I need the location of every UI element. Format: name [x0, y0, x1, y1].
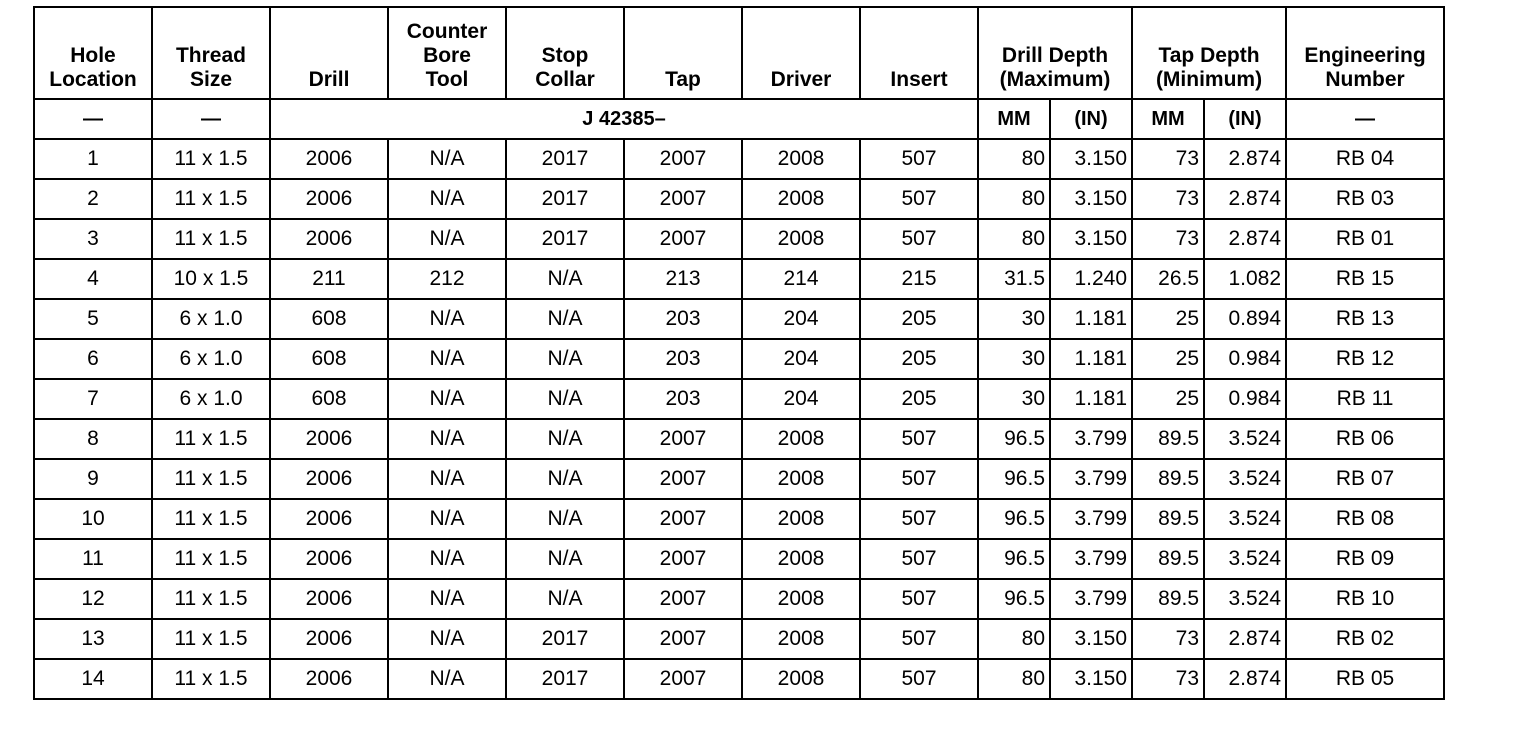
cell-thread-size: 11 x 1.5: [152, 139, 270, 179]
cell-tap-depth-mm: 73: [1132, 179, 1204, 219]
header-line: Hole: [70, 44, 116, 67]
cell-drill-depth-in: 3.799: [1050, 459, 1132, 499]
cell-drill-depth-mm: 96.5: [978, 419, 1050, 459]
header-line: Number: [1325, 68, 1405, 91]
cell-engineering-number: RB 09: [1286, 539, 1444, 579]
cell-drill: 608: [270, 339, 388, 379]
cell-driver: 2008: [742, 179, 860, 219]
cell-driver: 2008: [742, 659, 860, 699]
cell-drill-depth-in: 3.799: [1050, 419, 1132, 459]
cell-tap-depth-in: 3.524: [1204, 419, 1286, 459]
cell-stop-collar: N/A: [506, 499, 624, 539]
subheader-drill-depth-mm: MM: [978, 99, 1050, 139]
cell-engineering-number: RB 01: [1286, 219, 1444, 259]
cell-tap-depth-in: 3.524: [1204, 579, 1286, 619]
cell-insert: 205: [860, 379, 978, 419]
header-line: Bore: [423, 44, 471, 67]
cell-drill: 2006: [270, 179, 388, 219]
cell-insert: 507: [860, 499, 978, 539]
header-line: Tool: [425, 68, 469, 91]
cell-drill-depth-mm: 80: [978, 139, 1050, 179]
cell-tap-depth-in: 0.984: [1204, 339, 1286, 379]
table-row: [34, 539, 1444, 579]
cell-tap-depth-in: 2.874: [1204, 619, 1286, 659]
header-line: Tap Depth: [1158, 44, 1260, 67]
cell-tap-depth-mm: 26.5: [1132, 259, 1204, 299]
header-counter-bore-tool: [388, 7, 506, 99]
cell-engineering-number: RB 15: [1286, 259, 1444, 299]
header-line: Drill: [308, 68, 350, 91]
cell-drill: 2006: [270, 539, 388, 579]
cell-hole-location: 8: [34, 419, 152, 459]
cell-driver: 204: [742, 299, 860, 339]
cell-stop-collar: 2017: [506, 619, 624, 659]
table-row: [34, 499, 1444, 539]
cell-tap: 2007: [624, 139, 742, 179]
cell-driver: 2008: [742, 459, 860, 499]
cell-engineering-number: RB 13: [1286, 299, 1444, 339]
cell-thread-size: 11 x 1.5: [152, 419, 270, 459]
cell-hole-location: 5: [34, 299, 152, 339]
cell-engineering-number: RB 05: [1286, 659, 1444, 699]
table-subheader-row: [34, 99, 1444, 139]
header-line: Drill Depth: [1001, 44, 1109, 67]
cell-tap-depth-in: 2.874: [1204, 179, 1286, 219]
cell-tap: 2007: [624, 419, 742, 459]
cell-insert: 507: [860, 219, 978, 259]
subheader-tap-depth-in: (IN): [1204, 99, 1286, 139]
cell-drill: 2006: [270, 459, 388, 499]
cell-tap-depth-in: 1.082: [1204, 259, 1286, 299]
table-row: [34, 619, 1444, 659]
cell-drill-depth-in: 1.181: [1050, 379, 1132, 419]
cell-stop-collar: N/A: [506, 259, 624, 299]
cell-drill-depth-in: 3.799: [1050, 579, 1132, 619]
cell-engineering-number: RB 08: [1286, 499, 1444, 539]
cell-insert: 507: [860, 139, 978, 179]
table-row: [34, 339, 1444, 379]
cell-tap: 203: [624, 339, 742, 379]
cell-tap: 203: [624, 379, 742, 419]
cell-thread-size: 11 x 1.5: [152, 499, 270, 539]
subheader-thread-size: —: [152, 99, 270, 139]
cell-tap-depth-mm: 73: [1132, 619, 1204, 659]
cell-stop-collar: N/A: [506, 579, 624, 619]
cell-thread-size: 11 x 1.5: [152, 539, 270, 579]
cell-hole-location: 4: [34, 259, 152, 299]
cell-counter-bore-tool: N/A: [388, 139, 506, 179]
header-line: (Maximum): [999, 68, 1111, 91]
cell-stop-collar: N/A: [506, 339, 624, 379]
cell-drill-depth-in: 3.150: [1050, 659, 1132, 699]
cell-hole-location: 2: [34, 179, 152, 219]
cell-drill-depth-in: 1.181: [1050, 339, 1132, 379]
cell-tap: 2007: [624, 539, 742, 579]
cell-driver: 2008: [742, 419, 860, 459]
cell-tap-depth-in: 2.874: [1204, 219, 1286, 259]
subheader-tool-prefix: J 42385–: [270, 99, 978, 139]
table-row: [34, 299, 1444, 339]
table-row: [34, 219, 1444, 259]
header-thread-size: [152, 7, 270, 99]
cell-driver: 2008: [742, 499, 860, 539]
header-line: Driver: [770, 68, 832, 91]
cell-thread-size: 6 x 1.0: [152, 299, 270, 339]
cell-drill: 2006: [270, 579, 388, 619]
cell-tap-depth-mm: 89.5: [1132, 459, 1204, 499]
cell-tap: 2007: [624, 499, 742, 539]
cell-hole-location: 1: [34, 139, 152, 179]
cell-stop-collar: N/A: [506, 379, 624, 419]
cell-tap: 2007: [624, 619, 742, 659]
cell-tap-depth-in: 3.524: [1204, 459, 1286, 499]
cell-thread-size: 11 x 1.5: [152, 659, 270, 699]
cell-tap-depth-in: 0.894: [1204, 299, 1286, 339]
cell-drill-depth-in: 3.150: [1050, 619, 1132, 659]
header-line: Stop: [541, 44, 589, 67]
header-line: Size: [189, 68, 233, 91]
cell-drill-depth-mm: 96.5: [978, 539, 1050, 579]
cell-drill-depth-mm: 30: [978, 379, 1050, 419]
cell-insert: 215: [860, 259, 978, 299]
cell-tap-depth-mm: 73: [1132, 139, 1204, 179]
cell-stop-collar: 2017: [506, 219, 624, 259]
header-line: Engineering: [1304, 44, 1426, 67]
cell-engineering-number: RB 10: [1286, 579, 1444, 619]
header-insert: [860, 7, 978, 99]
cell-insert: 507: [860, 459, 978, 499]
header-tap-depth: [1132, 7, 1286, 99]
cell-counter-bore-tool: N/A: [388, 339, 506, 379]
cell-counter-bore-tool: N/A: [388, 179, 506, 219]
cell-counter-bore-tool: N/A: [388, 619, 506, 659]
cell-drill-depth-mm: 30: [978, 339, 1050, 379]
cell-tap-depth-mm: 25: [1132, 379, 1204, 419]
cell-tap: 203: [624, 299, 742, 339]
cell-tap: 2007: [624, 179, 742, 219]
cell-tap: 2007: [624, 219, 742, 259]
cell-tap-depth-mm: 89.5: [1132, 539, 1204, 579]
table-header-row: [34, 7, 1444, 99]
cell-stop-collar: N/A: [506, 459, 624, 499]
cell-drill-depth-mm: 80: [978, 659, 1050, 699]
cell-counter-bore-tool: N/A: [388, 299, 506, 339]
cell-drill-depth-mm: 96.5: [978, 499, 1050, 539]
header-drill: [270, 7, 388, 99]
cell-drill-depth-mm: 31.5: [978, 259, 1050, 299]
cell-driver: 214: [742, 259, 860, 299]
subheader-drill-depth-in: (IN): [1050, 99, 1132, 139]
cell-engineering-number: RB 12: [1286, 339, 1444, 379]
cell-hole-location: 12: [34, 579, 152, 619]
cell-hole-location: 7: [34, 379, 152, 419]
cell-stop-collar: N/A: [506, 419, 624, 459]
cell-counter-bore-tool: N/A: [388, 419, 506, 459]
cell-tap-depth-in: 2.874: [1204, 139, 1286, 179]
cell-drill: 608: [270, 299, 388, 339]
tool-table-container: [33, 6, 1445, 700]
cell-thread-size: 6 x 1.0: [152, 379, 270, 419]
header-stop-collar: [506, 7, 624, 99]
cell-counter-bore-tool: N/A: [388, 579, 506, 619]
cell-drill-depth-mm: 96.5: [978, 579, 1050, 619]
cell-engineering-number: RB 04: [1286, 139, 1444, 179]
cell-tap-depth-mm: 89.5: [1132, 499, 1204, 539]
cell-driver: 2008: [742, 619, 860, 659]
cell-tap-depth-in: 0.984: [1204, 379, 1286, 419]
header-line: Thread: [175, 44, 246, 67]
cell-thread-size: 11 x 1.5: [152, 579, 270, 619]
cell-hole-location: 6: [34, 339, 152, 379]
cell-tap-depth-in: 3.524: [1204, 539, 1286, 579]
cell-stop-collar: 2017: [506, 659, 624, 699]
cell-stop-collar: N/A: [506, 539, 624, 579]
cell-counter-bore-tool: N/A: [388, 379, 506, 419]
cell-tap: 2007: [624, 659, 742, 699]
cell-thread-size: 10 x 1.5: [152, 259, 270, 299]
table-row: [34, 659, 1444, 699]
cell-drill: 2006: [270, 139, 388, 179]
subheader-tap-depth-mm: MM: [1132, 99, 1204, 139]
cell-tap: 2007: [624, 459, 742, 499]
header-tap: [624, 7, 742, 99]
cell-hole-location: 10: [34, 499, 152, 539]
table-row: [34, 179, 1444, 219]
cell-drill: 211: [270, 259, 388, 299]
cell-engineering-number: RB 06: [1286, 419, 1444, 459]
cell-driver: 2008: [742, 579, 860, 619]
cell-tap-depth-in: 2.874: [1204, 659, 1286, 699]
subheader-hole-location: —: [34, 99, 152, 139]
cell-counter-bore-tool: N/A: [388, 539, 506, 579]
cell-hole-location: 3: [34, 219, 152, 259]
cell-drill-depth-mm: 80: [978, 219, 1050, 259]
cell-drill-depth-in: 3.150: [1050, 139, 1132, 179]
cell-tap-depth-mm: 89.5: [1132, 579, 1204, 619]
cell-drill: 2006: [270, 499, 388, 539]
header-line: Tap: [665, 68, 701, 91]
cell-counter-bore-tool: N/A: [388, 659, 506, 699]
cell-drill-depth-in: 1.181: [1050, 299, 1132, 339]
cell-engineering-number: RB 02: [1286, 619, 1444, 659]
cell-stop-collar: 2017: [506, 139, 624, 179]
cell-engineering-number: RB 07: [1286, 459, 1444, 499]
cell-drill-depth-in: 1.240: [1050, 259, 1132, 299]
cell-insert: 507: [860, 539, 978, 579]
header-line: Insert: [890, 68, 948, 91]
cell-insert: 205: [860, 339, 978, 379]
cell-hole-location: 13: [34, 619, 152, 659]
cell-drill: 2006: [270, 419, 388, 459]
cell-insert: 507: [860, 579, 978, 619]
cell-counter-bore-tool: N/A: [388, 499, 506, 539]
header-engineering-number: [1286, 7, 1444, 99]
cell-tap-depth-mm: 89.5: [1132, 419, 1204, 459]
cell-thread-size: 6 x 1.0: [152, 339, 270, 379]
cell-engineering-number: RB 11: [1286, 379, 1444, 419]
cell-drill: 608: [270, 379, 388, 419]
cell-counter-bore-tool: N/A: [388, 459, 506, 499]
cell-counter-bore-tool: N/A: [388, 219, 506, 259]
cell-drill-depth-in: 3.150: [1050, 179, 1132, 219]
table-row: [34, 259, 1444, 299]
header-drill-depth: [978, 7, 1132, 99]
cell-insert: 205: [860, 299, 978, 339]
cell-tap: 213: [624, 259, 742, 299]
cell-drill-depth-in: 3.150: [1050, 219, 1132, 259]
cell-engineering-number: RB 03: [1286, 179, 1444, 219]
cell-driver: 2008: [742, 219, 860, 259]
header-hole-location: [34, 7, 152, 99]
cell-insert: 507: [860, 659, 978, 699]
cell-stop-collar: N/A: [506, 299, 624, 339]
cell-driver: 2008: [742, 539, 860, 579]
cell-hole-location: 9: [34, 459, 152, 499]
table-row: [34, 579, 1444, 619]
cell-insert: 507: [860, 179, 978, 219]
cell-drill-depth-mm: 80: [978, 619, 1050, 659]
header-driver: [742, 7, 860, 99]
subheader-engineering-number: —: [1286, 99, 1444, 139]
cell-insert: 507: [860, 419, 978, 459]
cell-drill: 2006: [270, 659, 388, 699]
cell-driver: 204: [742, 379, 860, 419]
cell-drill-depth-mm: 96.5: [978, 459, 1050, 499]
cell-hole-location: 14: [34, 659, 152, 699]
header-line: Location: [49, 68, 137, 91]
table-row: [34, 139, 1444, 179]
cell-tap: 2007: [624, 579, 742, 619]
cell-insert: 507: [860, 619, 978, 659]
table-row: [34, 379, 1444, 419]
thread-repair-tool-table: [33, 6, 1445, 700]
table-row: [34, 459, 1444, 499]
cell-thread-size: 11 x 1.5: [152, 619, 270, 659]
cell-tap-depth-mm: 25: [1132, 299, 1204, 339]
cell-drill-depth-in: 3.799: [1050, 499, 1132, 539]
cell-driver: 2008: [742, 139, 860, 179]
cell-thread-size: 11 x 1.5: [152, 179, 270, 219]
cell-thread-size: 11 x 1.5: [152, 219, 270, 259]
cell-counter-bore-tool: 212: [388, 259, 506, 299]
cell-tap-depth-mm: 25: [1132, 339, 1204, 379]
cell-hole-location: 11: [34, 539, 152, 579]
cell-tap-depth-mm: 73: [1132, 219, 1204, 259]
header-line: (Minimum): [1155, 68, 1263, 91]
cell-tap-depth-in: 3.524: [1204, 499, 1286, 539]
cell-drill: 2006: [270, 219, 388, 259]
cell-driver: 204: [742, 339, 860, 379]
table-row: [34, 419, 1444, 459]
cell-drill-depth-mm: 80: [978, 179, 1050, 219]
header-line: Counter: [406, 20, 488, 43]
header-line: Collar: [535, 68, 595, 91]
cell-drill-depth-in: 3.799: [1050, 539, 1132, 579]
cell-tap-depth-mm: 73: [1132, 659, 1204, 699]
cell-drill: 2006: [270, 619, 388, 659]
cell-stop-collar: 2017: [506, 179, 624, 219]
cell-drill-depth-mm: 30: [978, 299, 1050, 339]
cell-thread-size: 11 x 1.5: [152, 459, 270, 499]
